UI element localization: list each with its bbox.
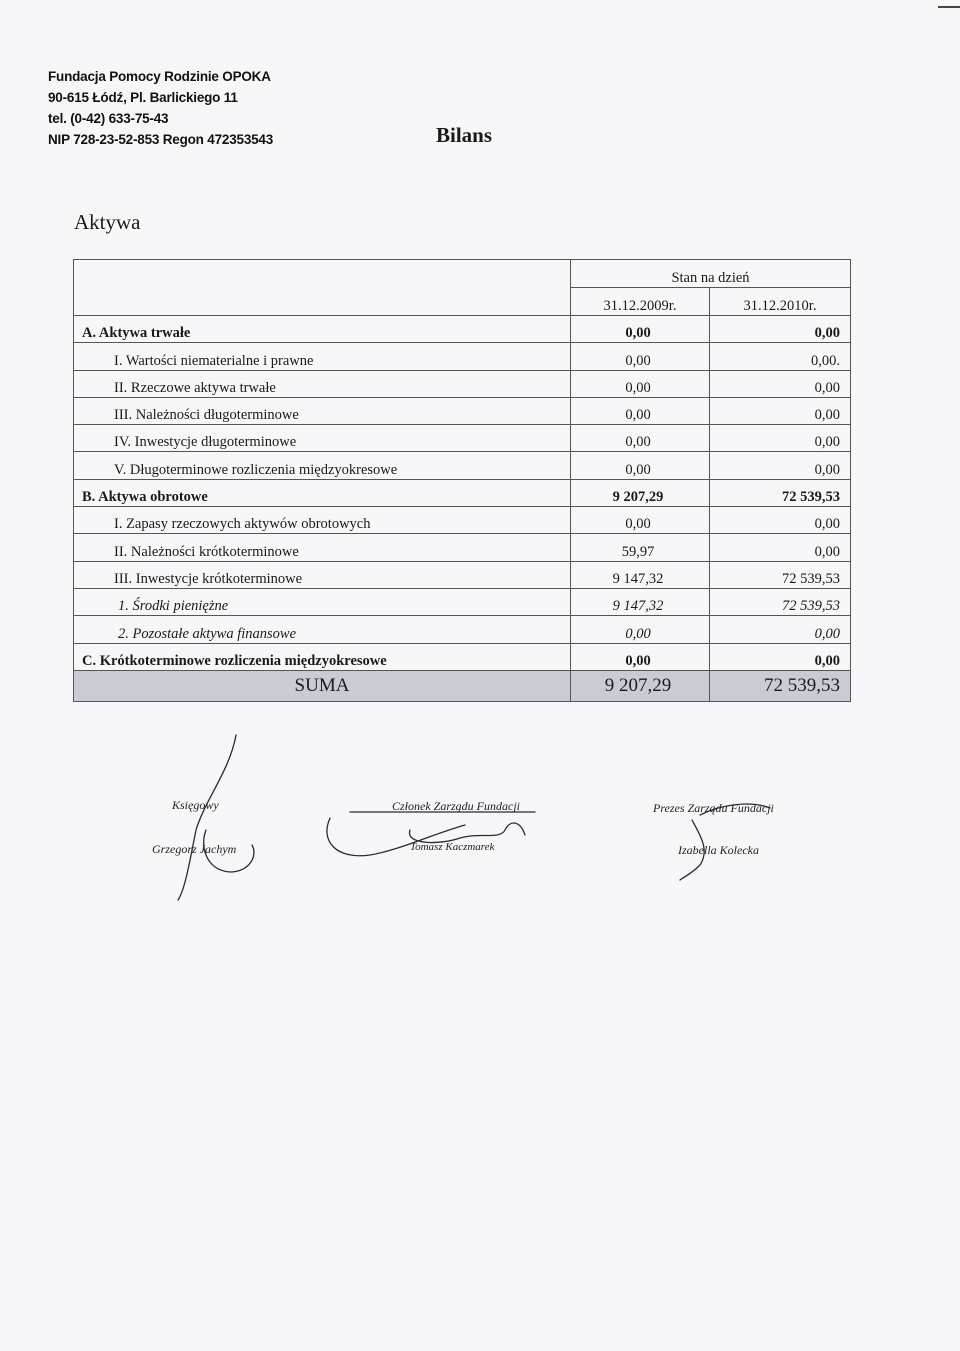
row-value-2009: 0,00 bbox=[571, 507, 710, 534]
organization-header bbox=[48, 66, 273, 150]
header-date-2009: 31.12.2009r. bbox=[571, 288, 710, 316]
row-value-2010: 0,00 bbox=[710, 643, 851, 670]
row-label: I. Zapasy rzeczowych aktywów obrotowych bbox=[74, 507, 571, 534]
organization-phone: tel. (0-42) 633-75-43 bbox=[48, 111, 169, 126]
organization-name: Fundacja Pomocy Rodzinie OPOKA bbox=[48, 69, 271, 84]
row-value-2010: 0,00 bbox=[710, 370, 851, 397]
table-row bbox=[74, 343, 851, 370]
row-value-2009: 0,00 bbox=[571, 370, 710, 397]
row-value-2009: 0,00 bbox=[571, 425, 710, 452]
row-label: III. Należności długoterminowe bbox=[74, 397, 571, 424]
row-value-2010: 0,00 bbox=[710, 425, 851, 452]
accountant-signature-stroke bbox=[178, 735, 236, 900]
table-row bbox=[74, 316, 851, 343]
row-label: A. Aktywa trwałe bbox=[74, 316, 571, 343]
sum-value-2009: 9 207,29 bbox=[571, 670, 710, 701]
organization-ids: NIP 728-23-52-853 Regon 472353543 bbox=[48, 132, 274, 147]
row-value-2009: 9 147,32 bbox=[571, 561, 710, 588]
table-row bbox=[74, 397, 851, 424]
row-value-2010: 0,00 bbox=[710, 616, 851, 643]
row-label: C. Krótkoterminowe rozliczenia międzyokresowe bbox=[74, 643, 571, 670]
balance-sheet-table bbox=[73, 259, 851, 702]
table-row bbox=[74, 479, 851, 506]
row-label: I. Wartości niematerialne i prawne bbox=[74, 343, 571, 370]
board-member-role: Członek Zarządu Fundacji bbox=[392, 799, 520, 813]
table-header-row bbox=[74, 260, 851, 288]
row-value-2010: 0,00 bbox=[710, 316, 851, 343]
row-value-2009: 0,00 bbox=[571, 343, 710, 370]
row-label: 1. Środki pieniężne bbox=[74, 588, 571, 615]
row-value-2010: 72 539,53 bbox=[710, 588, 851, 615]
header-stan-na-dzien: Stan na dzień bbox=[571, 260, 851, 288]
sum-row bbox=[74, 670, 851, 701]
table-row bbox=[74, 425, 851, 452]
row-value-2010: 0,00 bbox=[710, 534, 851, 561]
row-value-2010: 0,00 bbox=[710, 507, 851, 534]
table-row bbox=[74, 507, 851, 534]
row-label: III. Inwestycje krótkoterminowe bbox=[74, 561, 571, 588]
row-label: II. Należności krótkoterminowe bbox=[74, 534, 571, 561]
row-label: II. Rzeczowe aktywa trwałe bbox=[74, 370, 571, 397]
row-value-2010: 0,00 bbox=[710, 397, 851, 424]
table-row bbox=[74, 452, 851, 479]
row-value-2010: 0,00 bbox=[710, 452, 851, 479]
row-value-2009: 9 207,29 bbox=[571, 479, 710, 506]
row-value-2009: 0,00 bbox=[571, 643, 710, 670]
row-value-2009: 59,97 bbox=[571, 534, 710, 561]
sum-value-2010: 72 539,53 bbox=[710, 670, 851, 701]
board-member-name: Tomasz Kaczmarek bbox=[410, 841, 495, 853]
table-row bbox=[74, 534, 851, 561]
organization-address: 90-615 Łódź, Pl. Barlickiego 11 bbox=[48, 90, 238, 105]
document-title: Bilans bbox=[436, 123, 493, 147]
section-title: Aktywa bbox=[74, 210, 141, 234]
row-value-2009: 0,00 bbox=[571, 316, 710, 343]
row-label: V. Długoterminowe rozliczenia międzyokresowe bbox=[74, 452, 571, 479]
row-value-2010: 72 539,53 bbox=[710, 479, 851, 506]
header-blank-cell bbox=[74, 260, 571, 316]
row-label: 2. Pozostałe aktywa finansowe bbox=[74, 616, 571, 643]
accountant-name: Grzegorz Jachym bbox=[152, 842, 237, 856]
sum-label: SUMA bbox=[74, 670, 571, 701]
row-value-2009: 0,00 bbox=[571, 616, 710, 643]
president-role: Prezes Zarządu Fundacji bbox=[653, 801, 774, 815]
accountant-role: Księgowy bbox=[172, 798, 219, 812]
row-value-2009: 0,00 bbox=[571, 452, 710, 479]
table-row bbox=[74, 643, 851, 670]
row-value-2009: 9 147,32 bbox=[571, 588, 710, 615]
row-label: B. Aktywa obrotowe bbox=[74, 479, 571, 506]
president-name: Izabella Kolecka bbox=[678, 843, 759, 857]
table-row bbox=[74, 370, 851, 397]
row-value-2009: 0,00 bbox=[571, 397, 710, 424]
row-value-2010: 0,00. bbox=[710, 343, 851, 370]
row-label: IV. Inwestycje długoterminowe bbox=[74, 425, 571, 452]
header-date-2010: 31.12.2010r. bbox=[710, 288, 851, 316]
table-row bbox=[74, 616, 851, 643]
table-row bbox=[74, 561, 851, 588]
row-value-2010: 72 539,53 bbox=[710, 561, 851, 588]
table-row bbox=[74, 588, 851, 615]
edge-mark bbox=[938, 6, 960, 8]
board-signature-curl bbox=[410, 823, 525, 842]
